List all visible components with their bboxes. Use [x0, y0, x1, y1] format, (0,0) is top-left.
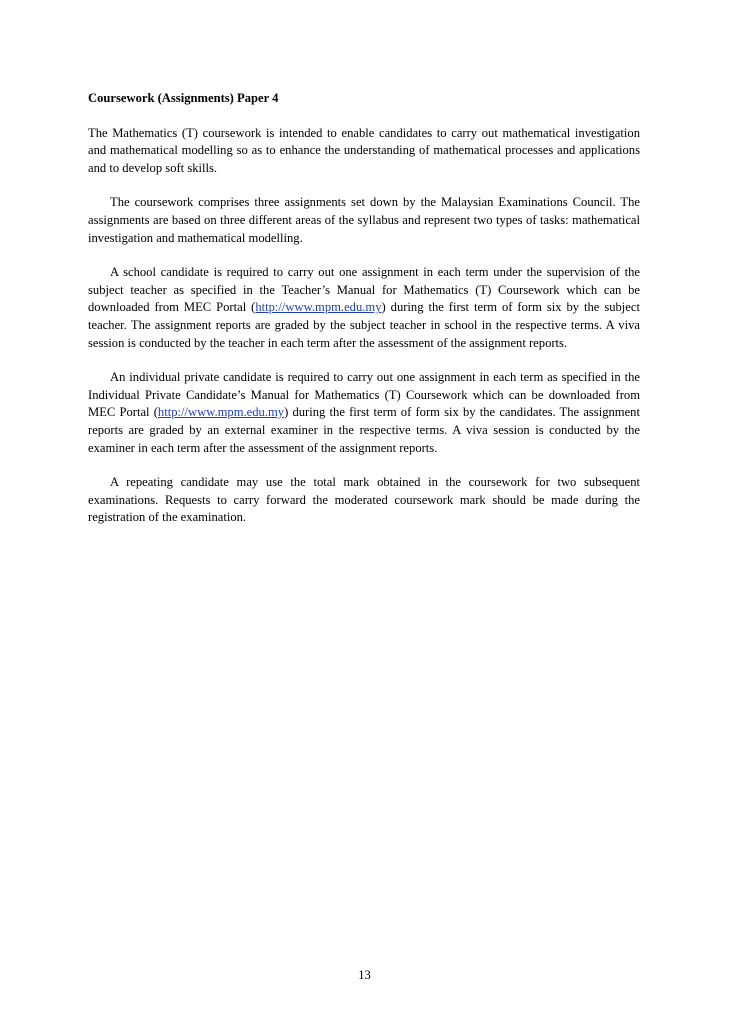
paragraph-text: An individual private candidate is required to carry out one assignment in each term as specified in the Individual Private Candidate’s Manual for Mathematics (T) Coursework which can be downloaded from MEC Portal ( [88, 370, 640, 420]
paragraph-text: ) during the first term of form six by the subject teacher. The assignment reports are graded by the subject teacher in school in the respective terms. A viva session is conducted by the teacher in each term after the assessment of the assignment reports. [88, 300, 640, 350]
paragraph-private-candidate [88, 369, 640, 457]
paragraph-text: A school candidate is required to carry out one assignment in each term under the supervision of the subject teacher as specified in the Teacher’s Manual for Mathematics (T) Coursework which can be downloaded from MEC Portal ( [88, 265, 640, 315]
mec-portal-link[interactable]: http://www.mpm.edu.my [157, 405, 285, 420]
section-heading: Coursework (Assignments) Paper 4 [88, 91, 279, 105]
paragraph-repeating-candidate: A repeating candidate may use the total mark obtained in the coursework for two subsequent examinations. Requests to carry forward the moderated coursework mark should be made during the registration of the examination. [88, 475, 640, 525]
paragraph-text: ) during the first term of form six by the candidates. The assignment reports are graded by an external examiner in the respective terms. A viva session is conducted by the examiner in each term after the assessment of the assignment reports. [88, 405, 640, 455]
paragraph-school-candidate [88, 264, 640, 352]
paragraph-intro: The Mathematics (T) coursework is intended to enable candidates to carry out mathematical investigation and mathematical modelling so as to enhance the understanding of mathematical processes and applications and to develop soft skills. [88, 125, 640, 175]
mec-portal-link[interactable]: http://www.mpm.edu.my [255, 300, 382, 315]
page-number: 13 [358, 968, 371, 982]
document-body [88, 90, 640, 544]
paragraph-assignments: The coursework comprises three assignments set down by the Malaysian Examinations Council. The assignments are based on three different areas of the syllabus and represent two types of tasks: mathematical investigation and mathematical modelling. [88, 195, 640, 245]
